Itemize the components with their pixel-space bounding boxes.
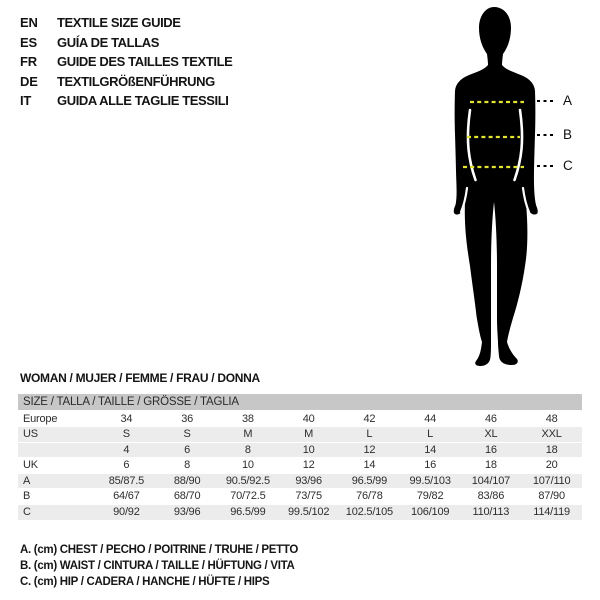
legend-waist: B. (cm) WAIST / CINTURA / TAILLE / HÜFTUNG / VITA — [20, 560, 295, 572]
size-cell: 34 — [120, 413, 133, 425]
size-cell: XXL — [541, 428, 562, 441]
table-row — [18, 504, 582, 520]
size-cell: 104/107 — [471, 474, 511, 487]
row-label: A — [23, 474, 31, 487]
size-cell: 10 — [241, 459, 254, 472]
size-cell: 107/110 — [532, 474, 571, 487]
size-cell: 90/92 — [113, 506, 140, 518]
language-title-list — [20, 13, 232, 111]
language-title-es: GUÍA DE TALLAS — [57, 34, 160, 50]
measure-label-c: C — [563, 158, 573, 173]
size-cell: 102.5/105 — [345, 506, 393, 518]
woman-silhouette-icon — [440, 6, 550, 369]
measure-label-b: B — [563, 127, 573, 142]
size-cell: 99.5/103 — [409, 474, 451, 487]
language-title-it: GUIDA ALLE TAGLIE TESSILI — [57, 93, 229, 109]
size-cell: 8 — [244, 443, 251, 456]
size-cell: S — [183, 428, 191, 441]
size-cell: 114/119 — [533, 506, 570, 518]
language-title-en: TEXTILE SIZE GUIDE — [57, 15, 181, 31]
size-cell: 110/113 — [472, 506, 510, 518]
size-cell: 96.5/99 — [230, 506, 266, 518]
size-table-header: SIZE / TALLA / TAILLE / GRÖSSE / TAGLIA — [23, 396, 239, 408]
table-row — [18, 458, 582, 474]
waist-leader-line — [524, 134, 556, 136]
size-cell: 106/109 — [410, 506, 450, 518]
size-cell: 12 — [302, 459, 315, 472]
size-table-header-row — [18, 394, 582, 411]
size-cell: 90.5/92.5 — [225, 474, 270, 487]
table-row — [18, 442, 582, 458]
size-cell: 14 — [424, 443, 437, 456]
size-cell: S — [122, 428, 130, 441]
table-caption: WOMAN / MUJER / FEMME / FRAU / DONNA — [20, 371, 260, 385]
language-title-de: TEXTILGRÖßENFÜHRUNG — [57, 73, 215, 89]
size-cell: 12 — [363, 443, 376, 456]
size-cell: 18 — [484, 459, 497, 472]
size-cell: 70/72.5 — [230, 490, 266, 503]
size-cell: 20 — [545, 459, 558, 472]
size-cell: 76/78 — [356, 490, 383, 503]
row-label: B — [23, 490, 31, 503]
size-cell: 88/90 — [173, 474, 201, 487]
size-cell: 6 — [123, 459, 130, 472]
size-cell: 6 — [184, 443, 191, 456]
size-cell: 10 — [302, 443, 315, 456]
row-label — [18, 442, 96, 458]
size-cell: 73/75 — [295, 490, 322, 503]
size-cell: 42 — [363, 413, 376, 425]
measure-label-a: A — [563, 93, 573, 108]
size-cell: 93/96 — [173, 506, 201, 518]
size-cell: 40 — [302, 413, 315, 425]
language-title-fr: GUIDE DES TAILLES TEXTILE — [57, 54, 233, 70]
hip-leader-line — [524, 165, 556, 167]
table-row — [18, 427, 582, 443]
language-code-en: EN — [20, 15, 38, 31]
legend-chest: A. (cm) CHEST / PECHO / POITRINE / TRUHE / PETTO — [20, 544, 299, 556]
table-row — [18, 411, 582, 427]
size-cell: 85/87.5 — [108, 474, 145, 487]
size-cell: 46 — [484, 413, 497, 425]
measurement-legend — [20, 544, 298, 592]
language-row-en — [20, 13, 232, 33]
language-code-fr: FR — [20, 54, 37, 70]
size-cell: 14 — [363, 459, 376, 472]
language-code-es: ES — [20, 34, 37, 50]
size-cell: 38 — [241, 413, 254, 425]
language-row-it — [20, 91, 232, 111]
size-table-body — [18, 411, 582, 520]
size-cell: 68/70 — [173, 490, 201, 503]
size-cell: 18 — [545, 443, 558, 456]
legend-hip: C. (cm) HIP / CADERA / HANCHE / HÜFTE / HIPS — [20, 576, 270, 588]
size-cell: 96.5/99 — [351, 474, 388, 487]
size-cell: 79/82 — [416, 490, 444, 503]
size-cell: M — [304, 428, 314, 441]
size-cell: 16 — [424, 459, 437, 472]
size-cell: L — [427, 428, 434, 441]
language-row-de — [20, 72, 232, 92]
row-label: C — [23, 506, 31, 518]
size-cell: 4 — [123, 443, 130, 456]
size-cell: L — [366, 428, 373, 441]
size-cell: 44 — [424, 413, 437, 425]
language-row-fr — [20, 52, 232, 72]
size-cell: 87/90 — [538, 490, 565, 503]
table-row — [18, 473, 582, 489]
row-label: US — [23, 428, 38, 441]
size-cell: XL — [484, 428, 498, 441]
size-table — [18, 394, 582, 520]
row-label: UK — [23, 459, 38, 472]
language-code-it: IT — [20, 93, 32, 109]
size-cell: 8 — [184, 459, 191, 472]
size-cell: 83/86 — [477, 490, 505, 503]
size-cell: 93/96 — [295, 474, 322, 487]
language-row-es — [20, 33, 232, 53]
size-cell: M — [243, 428, 253, 441]
size-cell: 48 — [545, 413, 558, 425]
row-label: Europe — [23, 413, 58, 425]
size-cell: 99.5/102 — [288, 506, 330, 518]
language-code-de: DE — [20, 73, 38, 89]
chest-leader-line — [524, 100, 556, 102]
size-cell: 16 — [484, 443, 497, 456]
size-cell: 36 — [181, 413, 194, 425]
table-row — [18, 489, 582, 505]
size-cell: 64/67 — [113, 490, 140, 503]
